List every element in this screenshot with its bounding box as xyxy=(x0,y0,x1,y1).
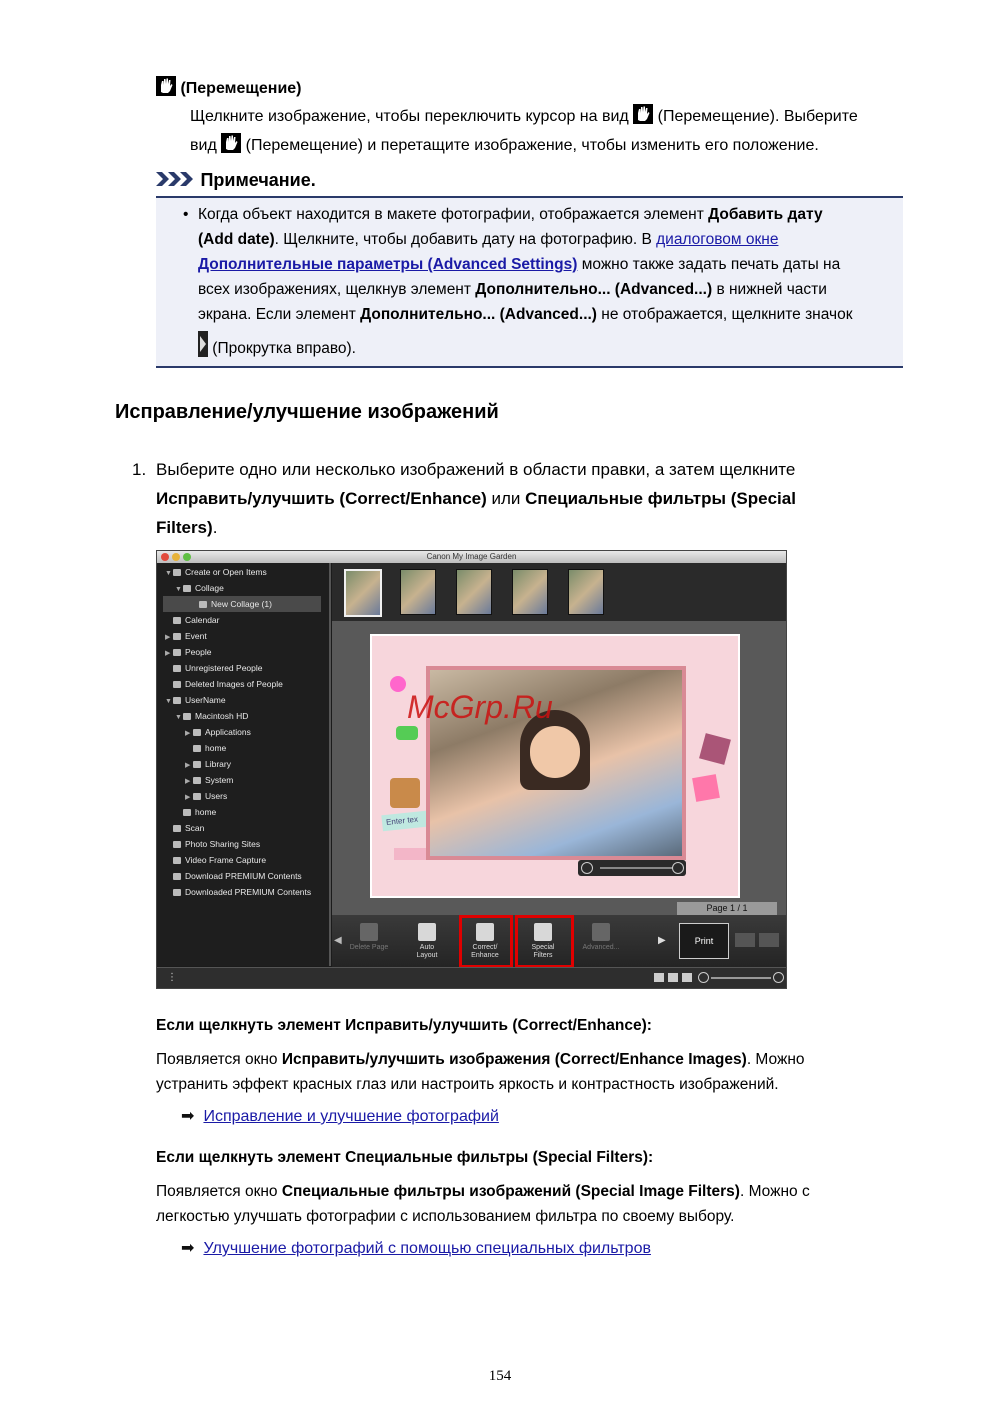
sidebar-item-19[interactable] xyxy=(157,868,329,884)
delete-page-button[interactable]: Delete Page xyxy=(344,915,394,967)
sidebar-item-label: Create or Open Items xyxy=(185,567,267,577)
folder-icon xyxy=(173,873,181,880)
sidebar-item-label: Library xyxy=(205,759,231,769)
sidebar-item-8[interactable] xyxy=(157,692,329,708)
folder-icon xyxy=(193,777,201,784)
sidebar xyxy=(157,563,331,966)
folder-icon xyxy=(183,809,191,816)
folder-icon xyxy=(173,825,181,832)
scroll-left-icon[interactable]: ◀ xyxy=(334,935,342,946)
folder-icon xyxy=(173,889,181,896)
correct-enhance-link-row xyxy=(181,1106,499,1126)
special-filters-text: Появляется окно Специальные фильтры изображений (Special Image Filters). Можно с легкостью улучшать фотографии с использованием фильтра по своему выбору. xyxy=(156,1183,810,1225)
sidebar-item-label: Event xyxy=(185,631,207,641)
thumbnail-1[interactable] xyxy=(344,569,382,617)
folder-icon xyxy=(173,617,181,624)
sidebar-item-14[interactable] xyxy=(157,788,329,804)
zoom-slider[interactable] xyxy=(711,977,771,979)
sidebar-item-10[interactable] xyxy=(157,724,329,740)
note-title: Примечание. xyxy=(200,170,316,190)
disclosure-triangle-icon[interactable]: ▶ xyxy=(165,634,171,641)
folder-icon xyxy=(193,729,201,736)
sidebar-item-5[interactable] xyxy=(157,644,329,660)
sidebar-item-label: New Collage (1) xyxy=(211,599,272,609)
correct-enhance-link[interactable]: Исправление и улучшение фотографий xyxy=(203,1108,499,1125)
sidebar-item-3[interactable] xyxy=(157,612,329,628)
prev-page-icon[interactable] xyxy=(735,933,755,947)
folder-icon xyxy=(173,697,181,704)
folder-icon xyxy=(193,793,201,800)
scroll-right-icon xyxy=(198,331,208,357)
correct-enhance-text: Появляется окно Исправить/улучшить изображения (Correct/Enhance Images). Можно устранить эффект красных глаз или настроить яркость и контрастность изображений. xyxy=(156,1051,805,1093)
folder-icon xyxy=(173,857,181,864)
sidebar-item-label: Unregistered People xyxy=(185,663,263,673)
sidebar-item-label: UserName xyxy=(185,695,226,705)
note-box xyxy=(156,198,903,368)
disclosure-triangle-icon[interactable]: ▶ xyxy=(185,794,191,801)
edit-area xyxy=(332,621,786,915)
sidebar-item-label: Calendar xyxy=(185,615,220,625)
folder-icon xyxy=(193,761,201,768)
advanced-button[interactable]: Advanced... xyxy=(576,915,626,967)
hand-move-icon xyxy=(221,133,241,153)
step-text: Выберите одно или несколько изображений в области правки, а затем щелкните Исправить/улучшить (Correct/Enhance) или Специальные фильтры (Special Filters). xyxy=(156,460,796,537)
folder-icon xyxy=(193,745,201,752)
sidebar-item-label: Deleted Images of People xyxy=(185,679,283,689)
page-indicator: Page 1 / 1 xyxy=(677,902,777,915)
zoom-icon[interactable] xyxy=(183,553,191,561)
disclosure-triangle-icon[interactable]: ▼ xyxy=(165,698,172,705)
correct-enhance-heading: Если щелкнуть элемент Исправить/улучшить (Correct/Enhance): xyxy=(156,1017,652,1034)
move-heading xyxy=(156,74,302,103)
sidebar-item-6[interactable] xyxy=(157,660,329,676)
photo-face xyxy=(530,726,580,778)
fullscreen-icon[interactable] xyxy=(682,973,692,982)
scroll-right-icon[interactable]: ▶ xyxy=(658,935,666,946)
close-icon[interactable] xyxy=(161,553,169,561)
thumbnail-3[interactable] xyxy=(456,569,492,615)
text-box[interactable]: Enter tex xyxy=(381,809,446,832)
zoom-out-icon[interactable] xyxy=(698,972,709,983)
status-bar xyxy=(157,967,786,989)
folder-icon xyxy=(173,569,181,576)
special-filters-highlight xyxy=(515,915,574,968)
sidebar-item-1[interactable] xyxy=(157,580,329,596)
advanced-settings-dialog-link[interactable]: диалоговом окне xyxy=(656,231,779,248)
sidebar-item-18[interactable] xyxy=(157,852,329,868)
folder-icon xyxy=(173,649,181,656)
sidebar-item-label: Scan xyxy=(185,823,205,833)
gift-decoration-2 xyxy=(692,774,720,802)
folder-icon xyxy=(173,681,181,688)
sidebar-item-15[interactable] xyxy=(157,804,329,820)
sidebar-list xyxy=(157,564,329,900)
folder-icon xyxy=(199,601,207,608)
sidebar-item-label: home xyxy=(205,743,227,753)
folder-icon xyxy=(183,585,191,592)
special-filters-link[interactable]: Улучшение фотографий с помощью специальных фильтров xyxy=(203,1240,651,1257)
sidebar-item-label: Applications xyxy=(205,727,251,737)
sidebar-item-label: People xyxy=(185,647,212,657)
sidebar-item-13[interactable] xyxy=(157,772,329,788)
sidebar-item-16[interactable] xyxy=(157,820,329,836)
step-number: 1. xyxy=(132,460,147,479)
sidebar-item-0[interactable] xyxy=(157,564,329,580)
move-description xyxy=(190,102,858,160)
minimize-icon[interactable] xyxy=(172,553,180,561)
window-titlebar xyxy=(157,551,786,563)
gift-decoration xyxy=(699,733,731,765)
sticker-decoration xyxy=(396,726,418,740)
sidebar-item-2[interactable] xyxy=(163,596,321,612)
status-menu-icon[interactable]: ⋮ xyxy=(167,972,177,983)
note-bullet: • xyxy=(183,206,189,223)
note-text: Когда объект находится в макете фотографии, отображается элемент Добавить дату (Add date). Щелкните, чтобы добавить дату на фотографию. В диалоговом окне Дополнительные параметры (Advanced Settings) можно также задать печать даты на всех изображениях, щелкнув элемент Дополнительно... (Advanced...) в нижней части экрана. Если элемент Дополнительно... (Advanced...) не отображается, щелкните значок (Прокрутка вправо). xyxy=(198,206,853,357)
watermark: McGrp.Ru xyxy=(407,689,553,725)
move-line-2: вид (Перемещение) и перетащите изображение, чтобы изменить его положение. xyxy=(190,131,858,160)
special-filters-button[interactable]: Special Filters xyxy=(518,915,568,967)
sidebar-item-label: Collage xyxy=(195,583,224,593)
auto-layout-button[interactable]: Auto Layout xyxy=(402,915,452,967)
folder-icon xyxy=(183,713,191,720)
sidebar-item-20[interactable] xyxy=(157,884,329,900)
right-arrow-icon: ➡ xyxy=(181,1108,195,1125)
sidebar-item-4[interactable] xyxy=(157,628,329,644)
disclosure-triangle-icon[interactable]: ▶ xyxy=(185,730,191,737)
flower-decoration xyxy=(390,676,406,692)
sidebar-item-11[interactable] xyxy=(157,740,329,756)
correct-enhance-highlight xyxy=(459,915,513,968)
zoom-in-icon[interactable] xyxy=(672,862,684,874)
print-button[interactable]: Print xyxy=(679,923,729,959)
disclosure-triangle-icon[interactable]: ▼ xyxy=(175,714,182,721)
disclosure-triangle-icon[interactable]: ▶ xyxy=(185,778,191,785)
disclosure-triangle-icon[interactable]: ▶ xyxy=(165,650,171,657)
sidebar-item-label: Download PREMIUM Contents xyxy=(185,871,302,881)
sidebar-item-label: Photo Sharing Sites xyxy=(185,839,261,849)
special-filters-heading: Если щелкнуть элемент Специальные фильтры (Special Filters): xyxy=(156,1149,654,1166)
view-icon-1[interactable] xyxy=(654,973,664,982)
sidebar-item-label: Users xyxy=(205,791,228,801)
thumbnail-4[interactable] xyxy=(512,569,548,615)
window-title: Canon My Image Garden xyxy=(426,552,517,561)
sidebar-item-9[interactable] xyxy=(157,708,329,724)
rotate-icon[interactable] xyxy=(581,862,593,874)
note-header xyxy=(156,170,316,191)
next-page-icon[interactable] xyxy=(759,933,779,947)
thumbnail-strip xyxy=(332,563,786,621)
special-filters-link-row xyxy=(181,1238,651,1258)
right-arrow-icon: ➡ xyxy=(181,1240,195,1257)
note-chevrons-icon xyxy=(156,170,196,188)
sidebar-item-12[interactable] xyxy=(157,756,329,772)
section-heading: Исправление/улучшение изображений xyxy=(115,401,499,423)
advanced-settings-link[interactable]: Дополнительные параметры (Advanced Settings) xyxy=(198,256,578,273)
folder-icon xyxy=(173,841,181,848)
folder-icon xyxy=(173,633,181,640)
hand-move-icon xyxy=(633,104,653,124)
page-number: 154 xyxy=(488,1368,512,1384)
correct-enhance-button[interactable]: Correct/ Enhance xyxy=(460,915,510,967)
thumbnail-2[interactable] xyxy=(400,569,436,615)
sidebar-item-label: System xyxy=(205,775,234,785)
disclosure-triangle-icon[interactable]: ▼ xyxy=(165,570,172,577)
folder-icon xyxy=(173,665,181,672)
move-title: (Перемещение) xyxy=(180,80,302,97)
cake-decoration xyxy=(390,778,420,808)
disclosure-triangle-icon[interactable]: ▼ xyxy=(175,586,182,593)
move-line-1: Щелкните изображение, чтобы переключить курсор на вид (Перемещение). Выберите xyxy=(190,102,858,131)
sidebar-item-label: home xyxy=(195,807,217,817)
disclosure-triangle-icon[interactable]: ▶ xyxy=(185,762,191,769)
app-screenshot xyxy=(156,550,787,989)
thumbnail-5[interactable] xyxy=(568,569,604,615)
sidebar-item-7[interactable] xyxy=(157,676,329,692)
sidebar-item-label: Video Frame Capture xyxy=(185,855,267,865)
sidebar-item-label: Downloaded PREMIUM Contents xyxy=(185,887,312,897)
zoom-slider[interactable] xyxy=(600,867,672,869)
sidebar-item-17[interactable] xyxy=(157,836,329,852)
sidebar-item-label: Macintosh HD xyxy=(195,711,249,721)
view-icon-2[interactable] xyxy=(668,973,678,982)
hand-move-icon xyxy=(156,76,176,96)
zoom-in-icon[interactable] xyxy=(773,972,784,983)
photo-controls xyxy=(578,860,686,876)
collage-page[interactable] xyxy=(370,634,740,898)
